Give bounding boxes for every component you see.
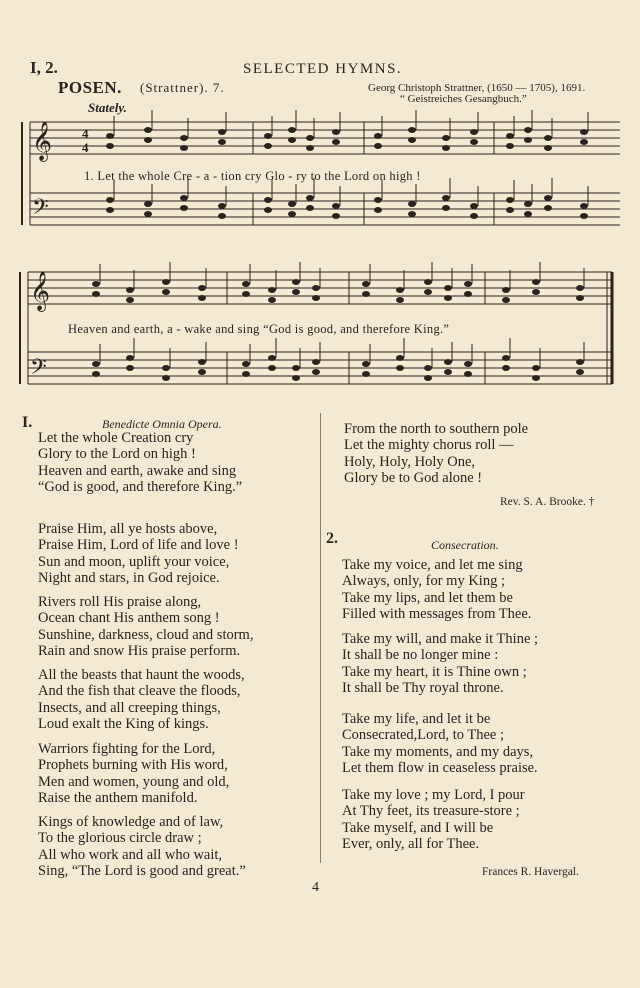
- notehead: [524, 127, 532, 133]
- notehead: [332, 129, 340, 135]
- notehead: [292, 375, 300, 381]
- verse-line: Sun and moon, uplift your voice,: [38, 553, 230, 570]
- composer-credit: Georg Christoph Strattner, (1650 — 1705), 1691.: [368, 82, 586, 94]
- hymn-numbers: I, 2.: [30, 58, 58, 77]
- notehead: [106, 143, 114, 149]
- treble-clef-icon: 𝄞: [30, 271, 51, 311]
- notehead: [162, 289, 170, 295]
- notehead: [374, 133, 382, 139]
- notehead: [362, 281, 370, 287]
- notehead: [292, 365, 300, 371]
- notehead: [144, 201, 152, 207]
- hymnal-source: “ Geistreiches Gesangbuch.”: [400, 93, 527, 105]
- notehead: [532, 375, 540, 381]
- notehead: [502, 355, 510, 361]
- hymn-2-title: Consecration.: [431, 538, 499, 552]
- notehead: [92, 291, 100, 297]
- bass-clef-icon: 𝄢: [30, 355, 47, 385]
- notehead: [106, 197, 114, 203]
- notehead: [242, 291, 250, 297]
- notehead: [470, 129, 478, 135]
- notehead: [144, 211, 152, 217]
- notehead: [396, 365, 404, 371]
- tune-name: POSEN.: [58, 78, 122, 97]
- notehead: [198, 285, 206, 291]
- notehead: [576, 295, 584, 301]
- notehead: [180, 135, 188, 141]
- notehead: [524, 137, 532, 143]
- notehead: [580, 129, 588, 135]
- verse-line: Praise Him, all ye hosts above,: [38, 521, 218, 537]
- notehead: [312, 369, 320, 375]
- verse-line: Take my heart, it is Thine own ;: [342, 663, 527, 680]
- notehead: [408, 127, 416, 133]
- page-title: SELECTED HYMNS.: [243, 61, 403, 77]
- notehead: [502, 297, 510, 303]
- verse-line: Take my voice, and let me sing: [342, 557, 523, 573]
- notehead: [532, 365, 540, 371]
- hymn-1-number: I.: [22, 414, 33, 431]
- verse-line: Insects, and all creeping things,: [38, 699, 221, 716]
- notehead: [544, 145, 552, 151]
- verse-line: Take my life, and let it be: [342, 711, 491, 727]
- time-signature: 4: [82, 140, 89, 155]
- notehead: [544, 135, 552, 141]
- notehead: [268, 287, 276, 293]
- verse-line: Glory to the Lord on high !: [38, 446, 196, 463]
- notehead: [288, 137, 296, 143]
- verse-line: And the fish that cleave the floods,: [38, 683, 241, 700]
- lyric-line-2: Heaven and earth, a - wake and sing “God is good, and therefore King.”: [68, 322, 450, 336]
- score-drawing: [0, 0, 640, 400]
- verse-line: Praise Him, Lord of life and love !: [38, 537, 239, 554]
- notehead: [576, 285, 584, 291]
- verse-line: Heaven and earth, awake and sing: [38, 462, 237, 479]
- notehead: [408, 137, 416, 143]
- notehead: [312, 285, 320, 291]
- notehead: [288, 201, 296, 207]
- notehead: [532, 279, 540, 285]
- notehead: [396, 355, 404, 361]
- notehead: [424, 289, 432, 295]
- notehead: [502, 365, 510, 371]
- verse-line: Take my love ; my Lord, I pour: [342, 787, 525, 803]
- notehead: [374, 143, 382, 149]
- notehead: [464, 291, 472, 297]
- verse-line: Holy, Holy, Holy One,: [344, 453, 476, 470]
- notehead: [362, 371, 370, 377]
- notehead: [464, 281, 472, 287]
- notehead: [576, 369, 584, 375]
- notehead: [198, 359, 206, 365]
- hymn-1-title: Benedicte Omnia Opera.: [102, 417, 222, 431]
- notehead: [470, 203, 478, 209]
- verse-line: It shall be no longer mine :: [342, 647, 499, 664]
- notehead: [544, 195, 552, 201]
- verse-line: Prophets burning with His word,: [38, 757, 228, 774]
- verse-line: Take my moments, and my days,: [342, 743, 534, 760]
- notehead: [312, 359, 320, 365]
- notehead: [218, 213, 226, 219]
- notehead: [424, 279, 432, 285]
- verse-line: Rain and snow His praise perform.: [38, 642, 241, 659]
- notehead: [162, 365, 170, 371]
- notehead: [264, 143, 272, 149]
- page-number: 4: [312, 880, 319, 895]
- notehead: [162, 279, 170, 285]
- verse-line: Kings of knowledge and of law,: [38, 814, 224, 830]
- notehead: [264, 207, 272, 213]
- verse-line: To the glorious circle draw ;: [38, 830, 202, 847]
- verse-line: Let them flow in ceaseless praise.: [342, 759, 538, 776]
- notehead: [126, 297, 134, 303]
- verse-line: Ocean chant His anthem song !: [38, 610, 220, 627]
- notehead: [408, 211, 416, 217]
- notehead: [396, 297, 404, 303]
- notehead: [576, 359, 584, 365]
- notehead: [106, 207, 114, 213]
- tune-source: (Strattner). 7.: [140, 80, 225, 95]
- notehead: [198, 295, 206, 301]
- notehead: [580, 203, 588, 209]
- notehead: [106, 133, 114, 139]
- notehead: [264, 197, 272, 203]
- notehead: [306, 135, 314, 141]
- verse-line: Warriors fighting for the Lord,: [38, 741, 216, 757]
- notehead: [464, 361, 472, 367]
- notehead: [506, 143, 514, 149]
- notehead: [292, 279, 300, 285]
- notehead: [374, 197, 382, 203]
- notehead: [444, 369, 452, 375]
- notehead: [506, 133, 514, 139]
- notehead: [144, 137, 152, 143]
- lyric-line-1: 1. Let the whole Cre - a - tion cry Glo - ry to the Lord on high !: [84, 169, 421, 183]
- notehead: [506, 197, 514, 203]
- verse-line: Filled with messages from Thee.: [342, 605, 532, 622]
- verse-line: Always, only, for my King ;: [342, 573, 505, 590]
- notehead: [408, 201, 416, 207]
- notehead: [444, 295, 452, 301]
- notehead: [362, 291, 370, 297]
- notehead: [332, 139, 340, 145]
- notehead: [268, 355, 276, 361]
- notehead: [332, 203, 340, 209]
- notehead: [162, 375, 170, 381]
- bass-clef-icon: 𝄢: [32, 195, 49, 225]
- verse-line: Ever, only, all for Thee.: [342, 835, 480, 852]
- notehead: [544, 205, 552, 211]
- notehead: [180, 205, 188, 211]
- notehead: [242, 281, 250, 287]
- notehead: [242, 361, 250, 367]
- notehead: [126, 287, 134, 293]
- notehead: [126, 365, 134, 371]
- notehead: [218, 129, 226, 135]
- verse-line: Sunshine, darkness, cloud and storm,: [38, 626, 254, 643]
- notehead: [396, 287, 404, 293]
- notehead: [92, 361, 100, 367]
- time-signature: 4: [82, 126, 89, 141]
- notehead: [332, 213, 340, 219]
- verse-line: Sing, “The Lord is good and great.”: [38, 862, 246, 879]
- notehead: [218, 139, 226, 145]
- notehead: [442, 135, 450, 141]
- verse-line: All the beasts that haunt the woods,: [38, 667, 245, 683]
- notehead: [268, 297, 276, 303]
- notehead: [288, 127, 296, 133]
- verse-line: Rivers roll His praise along,: [38, 594, 202, 610]
- treble-clef-icon: 𝄞: [32, 121, 53, 161]
- verse-line: At Thy feet, its treasure-store ;: [342, 803, 520, 820]
- notehead: [470, 139, 478, 145]
- notehead: [292, 289, 300, 295]
- notehead: [306, 195, 314, 201]
- notehead: [362, 361, 370, 367]
- notehead: [580, 139, 588, 145]
- notehead: [532, 289, 540, 295]
- verse-line: Take my will, and make it Thine ;: [342, 631, 539, 647]
- notehead: [524, 211, 532, 217]
- hymn-2-number: 2.: [326, 530, 338, 547]
- notehead: [464, 371, 472, 377]
- column-divider: [320, 413, 321, 863]
- verse-line: Take my lips, and let them be: [342, 589, 513, 606]
- verse-line: Glory be to God alone !: [344, 469, 483, 486]
- notehead: [442, 145, 450, 151]
- notehead: [312, 295, 320, 301]
- notehead: [180, 145, 188, 151]
- notehead: [92, 371, 100, 377]
- notehead: [442, 195, 450, 201]
- verse-line: Let the mighty chorus roll —: [344, 437, 514, 454]
- verse-line: Loud exalt the King of kings.: [38, 715, 209, 732]
- notehead: [424, 365, 432, 371]
- verse-line: Consecrated,Lord, to Thee ;: [342, 727, 504, 744]
- notehead: [288, 211, 296, 217]
- notehead: [444, 359, 452, 365]
- notehead: [306, 145, 314, 151]
- notehead: [374, 207, 382, 213]
- hymn-1-author: Rev. S. A. Brooke. †: [500, 496, 595, 508]
- notehead: [502, 287, 510, 293]
- notehead: [444, 285, 452, 291]
- notehead: [580, 213, 588, 219]
- notehead: [424, 375, 432, 381]
- verse-line: Night and stars, in God rejoice.: [38, 569, 220, 586]
- notehead: [242, 371, 250, 377]
- verse-line: All who work and all who wait,: [38, 846, 223, 863]
- verse-line: “God is good, and therefore King.”: [38, 478, 243, 495]
- notehead: [470, 213, 478, 219]
- notehead: [180, 195, 188, 201]
- notehead: [92, 281, 100, 287]
- notehead: [144, 127, 152, 133]
- notehead: [506, 207, 514, 213]
- tempo-marking: Stately.: [88, 100, 127, 115]
- verse-line: It shall be Thy royal throne.: [342, 679, 504, 696]
- notehead: [264, 133, 272, 139]
- verse-line: Take myself, and I will be: [342, 819, 494, 836]
- verse-line: From the north to southern pole: [344, 421, 529, 437]
- verse-line: Let the whole Creation cry: [38, 430, 194, 446]
- notehead: [442, 205, 450, 211]
- hymn-2-author: Frances R. Havergal.: [482, 866, 579, 878]
- notehead: [306, 205, 314, 211]
- verse-line: Raise the anthem manifold.: [38, 789, 198, 806]
- notehead: [268, 365, 276, 371]
- notehead: [126, 355, 134, 361]
- notehead: [524, 201, 532, 207]
- verse-line: Men and women, young and old,: [38, 773, 230, 790]
- notehead: [198, 369, 206, 375]
- notehead: [218, 203, 226, 209]
